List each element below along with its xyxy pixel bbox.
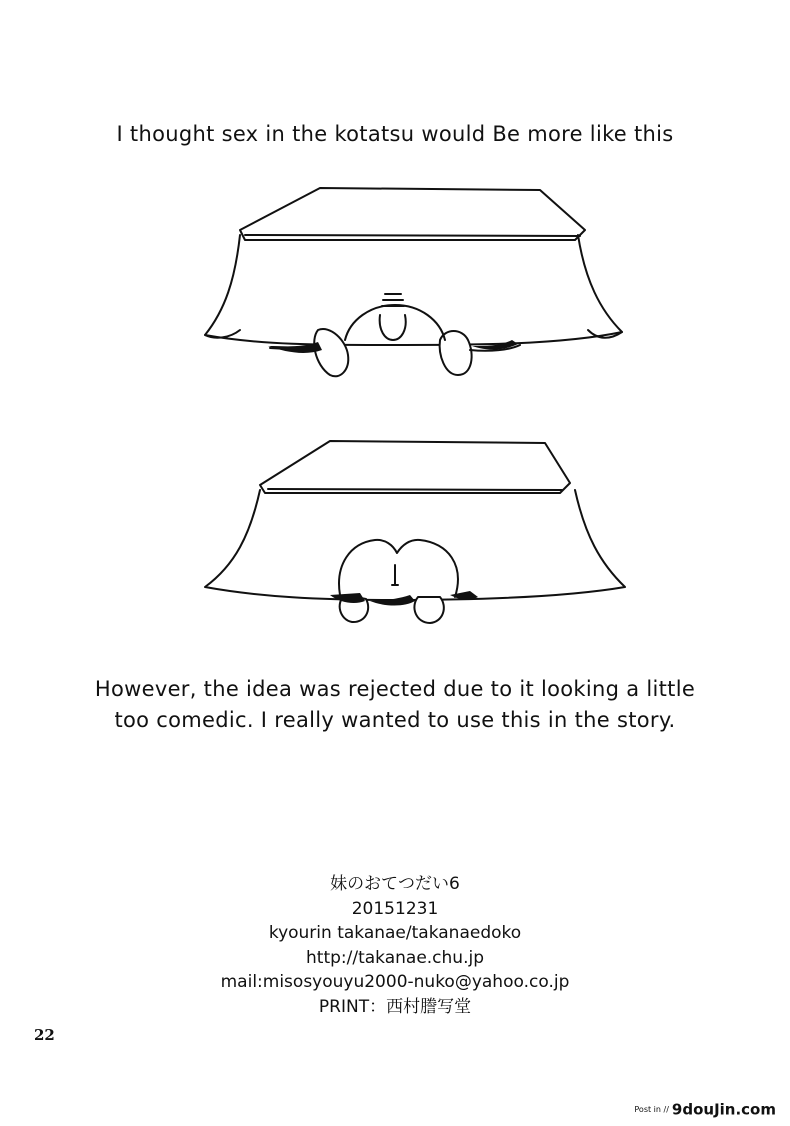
kotatsu-illustration-top	[0, 180, 790, 390]
colophon-mail: mail:misosyouyu2000-nuko@yahoo.co.jp	[220, 972, 570, 992]
colophon-url: http://takanae.chu.jp	[306, 947, 484, 968]
colophon-circle: kyourin takanae/takanaedoko	[268, 923, 522, 943]
watermark	[634, 1099, 776, 1119]
caption-top: I thought sex in the kotatsu would Be more like this	[116, 122, 674, 146]
caption-bottom	[0, 674, 790, 736]
page-number: 22	[34, 1026, 55, 1044]
colophon	[0, 872, 790, 1019]
colophon-title: 妹のおてつだい6	[330, 874, 460, 894]
caption-bottom-line-1: However, the idea was rejected due to it looking a little	[94, 677, 696, 701]
caption-bottom-line-2: too comedic. I really wanted to use this in the story.	[114, 708, 676, 732]
watermark-brand: 9douJin.com	[671, 1100, 776, 1118]
kotatsu-illustration-bottom	[0, 435, 790, 635]
colophon-print: PRINT：西村謄写堂	[318, 996, 472, 1017]
watermark-prefix: Post in //	[634, 1104, 669, 1114]
colophon-date: 20151231	[351, 898, 439, 919]
